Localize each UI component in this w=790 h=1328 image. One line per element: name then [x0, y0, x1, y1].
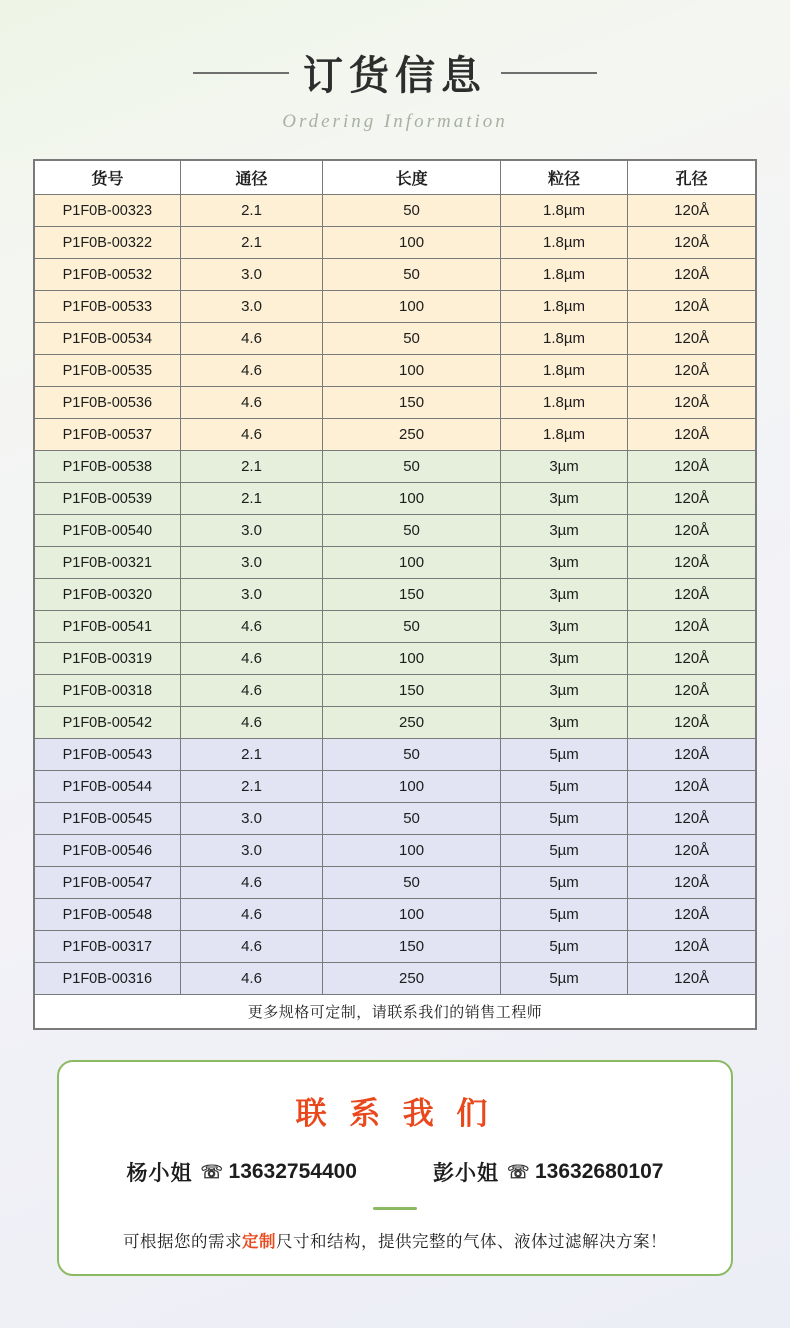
cell-length: 250 — [323, 419, 500, 451]
cell-part-number: P1F0B-00320 — [35, 579, 181, 611]
cell-part-number: P1F0B-00534 — [35, 323, 181, 355]
cell-length: 150 — [323, 579, 500, 611]
cell-particle-size: 3µm — [500, 675, 628, 707]
table-row — [35, 515, 756, 547]
cell-diameter: 4.6 — [180, 963, 323, 995]
table-row — [35, 931, 756, 963]
cell-particle-size: 3µm — [500, 707, 628, 739]
cell-length: 100 — [323, 291, 500, 323]
table-row — [35, 835, 756, 867]
cell-diameter: 4.6 — [180, 899, 323, 931]
cell-diameter: 3.0 — [180, 835, 323, 867]
table-row — [35, 675, 756, 707]
cell-pore-size: 120Å — [628, 579, 756, 611]
cell-part-number: P1F0B-00317 — [35, 931, 181, 963]
cell-length: 50 — [323, 451, 500, 483]
cell-length: 100 — [323, 643, 500, 675]
column-header-diameter: 通径 — [180, 161, 323, 195]
cell-pore-size: 120Å — [628, 643, 756, 675]
table-row — [35, 451, 756, 483]
cell-particle-size: 3µm — [500, 611, 628, 643]
phone-icon: ☏ — [507, 1162, 530, 1182]
cell-diameter: 4.6 — [180, 387, 323, 419]
cell-pore-size: 120Å — [628, 835, 756, 867]
table-row — [35, 195, 756, 227]
cell-length: 100 — [323, 355, 500, 387]
cell-part-number: P1F0B-00319 — [35, 643, 181, 675]
column-header-part-number: 货号 — [35, 161, 181, 195]
cell-part-number: P1F0B-00321 — [35, 547, 181, 579]
contact-desc-suffix: 尺寸和结构，提供完整的气体、液体过滤解决方案！ — [276, 1233, 667, 1251]
cell-particle-size: 1.8µm — [500, 355, 628, 387]
table-row — [35, 547, 756, 579]
cell-particle-size: 1.8µm — [500, 419, 628, 451]
cell-length: 100 — [323, 835, 500, 867]
cell-diameter: 3.0 — [180, 803, 323, 835]
contact-card — [57, 1060, 733, 1276]
contact-person-1[interactable] — [127, 1157, 357, 1187]
cell-length: 250 — [323, 963, 500, 995]
cell-part-number: P1F0B-00316 — [35, 963, 181, 995]
cell-diameter: 4.6 — [180, 707, 323, 739]
cell-part-number: P1F0B-00544 — [35, 771, 181, 803]
cell-particle-size: 5µm — [500, 899, 628, 931]
cell-particle-size: 5µm — [500, 835, 628, 867]
table-row — [35, 387, 756, 419]
cell-length: 100 — [323, 547, 500, 579]
cell-part-number: P1F0B-00543 — [35, 739, 181, 771]
cell-particle-size: 3µm — [500, 547, 628, 579]
cell-diameter: 4.6 — [180, 867, 323, 899]
cell-pore-size: 120Å — [628, 355, 756, 387]
cell-particle-size: 5µm — [500, 867, 628, 899]
table-row — [35, 419, 756, 451]
title-rule-left — [193, 72, 289, 74]
table-row — [35, 355, 756, 387]
table-row — [35, 259, 756, 291]
cell-part-number: P1F0B-00535 — [35, 355, 181, 387]
cell-part-number: P1F0B-00546 — [35, 835, 181, 867]
cell-diameter: 2.1 — [180, 451, 323, 483]
cell-length: 250 — [323, 707, 500, 739]
table-row — [35, 483, 756, 515]
cell-diameter: 3.0 — [180, 259, 323, 291]
cell-length: 50 — [323, 515, 500, 547]
cell-part-number: P1F0B-00542 — [35, 707, 181, 739]
cell-length: 50 — [323, 611, 500, 643]
contact-desc-prefix: 可根据您的需求 — [123, 1233, 242, 1251]
cell-particle-size: 1.8µm — [500, 227, 628, 259]
cell-pore-size: 120Å — [628, 611, 756, 643]
table-row — [35, 899, 756, 931]
cell-part-number: P1F0B-00532 — [35, 259, 181, 291]
cell-diameter: 4.6 — [180, 611, 323, 643]
cell-particle-size: 1.8µm — [500, 323, 628, 355]
cell-particle-size: 5µm — [500, 803, 628, 835]
contact-desc-highlight: 定制 — [242, 1233, 276, 1251]
page-title: 订货信息 — [303, 54, 487, 98]
cell-particle-size: 3µm — [500, 579, 628, 611]
cell-pore-size: 120Å — [628, 387, 756, 419]
title-rule-right — [501, 72, 597, 74]
cell-part-number: P1F0B-00548 — [35, 899, 181, 931]
table-row — [35, 291, 756, 323]
cell-diameter: 2.1 — [180, 195, 323, 227]
cell-particle-size: 5µm — [500, 931, 628, 963]
cell-pore-size: 120Å — [628, 227, 756, 259]
contact-person-2-name: 彭小姐 — [433, 1162, 499, 1185]
table-row — [35, 803, 756, 835]
cell-part-number: P1F0B-00538 — [35, 451, 181, 483]
cell-length: 150 — [323, 387, 500, 419]
contact-description — [79, 1228, 711, 1252]
cell-particle-size: 3µm — [500, 451, 628, 483]
cell-diameter: 2.1 — [180, 227, 323, 259]
cell-pore-size: 120Å — [628, 515, 756, 547]
column-header-pore-size: 孔径 — [628, 161, 756, 195]
cell-pore-size: 120Å — [628, 771, 756, 803]
cell-pore-size: 120Å — [628, 483, 756, 515]
page-title-block — [0, 0, 790, 133]
custom-spec-note: 更多规格可定制，请联系我们的销售工程师 — [35, 995, 756, 1029]
cell-pore-size: 120Å — [628, 963, 756, 995]
table-row — [35, 867, 756, 899]
cell-particle-size: 3µm — [500, 515, 628, 547]
cell-length: 150 — [323, 931, 500, 963]
cell-pore-size: 120Å — [628, 195, 756, 227]
cell-particle-size: 1.8µm — [500, 195, 628, 227]
cell-length: 100 — [323, 483, 500, 515]
cell-diameter: 4.6 — [180, 355, 323, 387]
title-row — [0, 44, 790, 101]
contact-person-1-phone[interactable]: 13632754400 — [228, 1160, 357, 1183]
table-footer — [35, 995, 756, 1029]
table-row — [35, 963, 756, 995]
cell-part-number: P1F0B-00318 — [35, 675, 181, 707]
cell-length: 50 — [323, 867, 500, 899]
cell-pore-size: 120Å — [628, 867, 756, 899]
cell-part-number: P1F0B-00323 — [35, 195, 181, 227]
cell-part-number: P1F0B-00533 — [35, 291, 181, 323]
table-body — [35, 195, 756, 995]
cell-pore-size: 120Å — [628, 931, 756, 963]
cell-part-number: P1F0B-00322 — [35, 227, 181, 259]
cell-length: 50 — [323, 739, 500, 771]
cell-particle-size: 5µm — [500, 739, 628, 771]
table-row — [35, 579, 756, 611]
cell-pore-size: 120Å — [628, 323, 756, 355]
cell-pore-size: 120Å — [628, 419, 756, 451]
phone-icon: ☏ — [200, 1162, 224, 1182]
table-footer-row — [35, 995, 756, 1029]
ordering-table-wrap — [33, 159, 757, 1030]
cell-particle-size: 5µm — [500, 771, 628, 803]
table-row — [35, 707, 756, 739]
cell-diameter: 2.1 — [180, 483, 323, 515]
cell-length: 50 — [323, 259, 500, 291]
table-row — [35, 739, 756, 771]
cell-part-number: P1F0B-00540 — [35, 515, 181, 547]
cell-length: 100 — [323, 771, 500, 803]
cell-pore-size: 120Å — [628, 451, 756, 483]
column-header-length: 长度 — [323, 161, 500, 195]
cell-length: 100 — [323, 227, 500, 259]
column-header-particle-size: 粒径 — [500, 161, 628, 195]
contact-persons — [79, 1157, 711, 1187]
cell-diameter: 4.6 — [180, 323, 323, 355]
cell-particle-size: 1.8µm — [500, 259, 628, 291]
cell-part-number: P1F0B-00541 — [35, 611, 181, 643]
cell-length: 50 — [323, 803, 500, 835]
cell-length: 100 — [323, 899, 500, 931]
cell-diameter: 4.6 — [180, 419, 323, 451]
cell-length: 50 — [323, 323, 500, 355]
cell-particle-size: 3µm — [500, 483, 628, 515]
cell-diameter: 3.0 — [180, 291, 323, 323]
cell-pore-size: 120Å — [628, 739, 756, 771]
cell-pore-size: 120Å — [628, 675, 756, 707]
cell-diameter: 2.1 — [180, 739, 323, 771]
cell-length: 50 — [323, 195, 500, 227]
contact-person-2[interactable] — [433, 1157, 663, 1187]
cell-pore-size: 120Å — [628, 259, 756, 291]
cell-diameter: 4.6 — [180, 931, 323, 963]
cell-part-number: P1F0B-00545 — [35, 803, 181, 835]
cell-diameter: 4.6 — [180, 675, 323, 707]
cell-part-number: P1F0B-00536 — [35, 387, 181, 419]
cell-diameter: 2.1 — [180, 771, 323, 803]
cell-particle-size: 3µm — [500, 643, 628, 675]
contact-title: 联 系 我 们 — [295, 1096, 495, 1131]
contact-person-1-name: 杨小姐 — [126, 1162, 193, 1185]
cell-part-number: P1F0B-00537 — [35, 419, 181, 451]
cell-particle-size: 5µm — [500, 963, 628, 995]
contact-person-2-phone[interactable]: 13632680107 — [535, 1160, 664, 1183]
table-header-row — [35, 161, 756, 195]
cell-part-number: P1F0B-00547 — [35, 867, 181, 899]
cell-diameter: 4.6 — [180, 643, 323, 675]
ordering-table — [34, 160, 756, 1029]
table-row — [35, 323, 756, 355]
cell-diameter: 3.0 — [180, 579, 323, 611]
table-row — [35, 643, 756, 675]
table-row — [35, 611, 756, 643]
cell-pore-size: 120Å — [628, 291, 756, 323]
table-row — [35, 771, 756, 803]
cell-diameter: 3.0 — [180, 515, 323, 547]
cell-diameter: 3.0 — [180, 547, 323, 579]
cell-pore-size: 120Å — [628, 899, 756, 931]
cell-pore-size: 120Å — [628, 803, 756, 835]
cell-particle-size: 1.8µm — [500, 291, 628, 323]
cell-length: 150 — [323, 675, 500, 707]
table-row — [35, 227, 756, 259]
contact-divider — [373, 1207, 417, 1210]
cell-part-number: P1F0B-00539 — [35, 483, 181, 515]
page-subtitle: Ordering Information — [282, 111, 508, 132]
table-header — [35, 161, 756, 195]
cell-pore-size: 120Å — [628, 707, 756, 739]
cell-pore-size: 120Å — [628, 547, 756, 579]
cell-particle-size: 1.8µm — [500, 387, 628, 419]
